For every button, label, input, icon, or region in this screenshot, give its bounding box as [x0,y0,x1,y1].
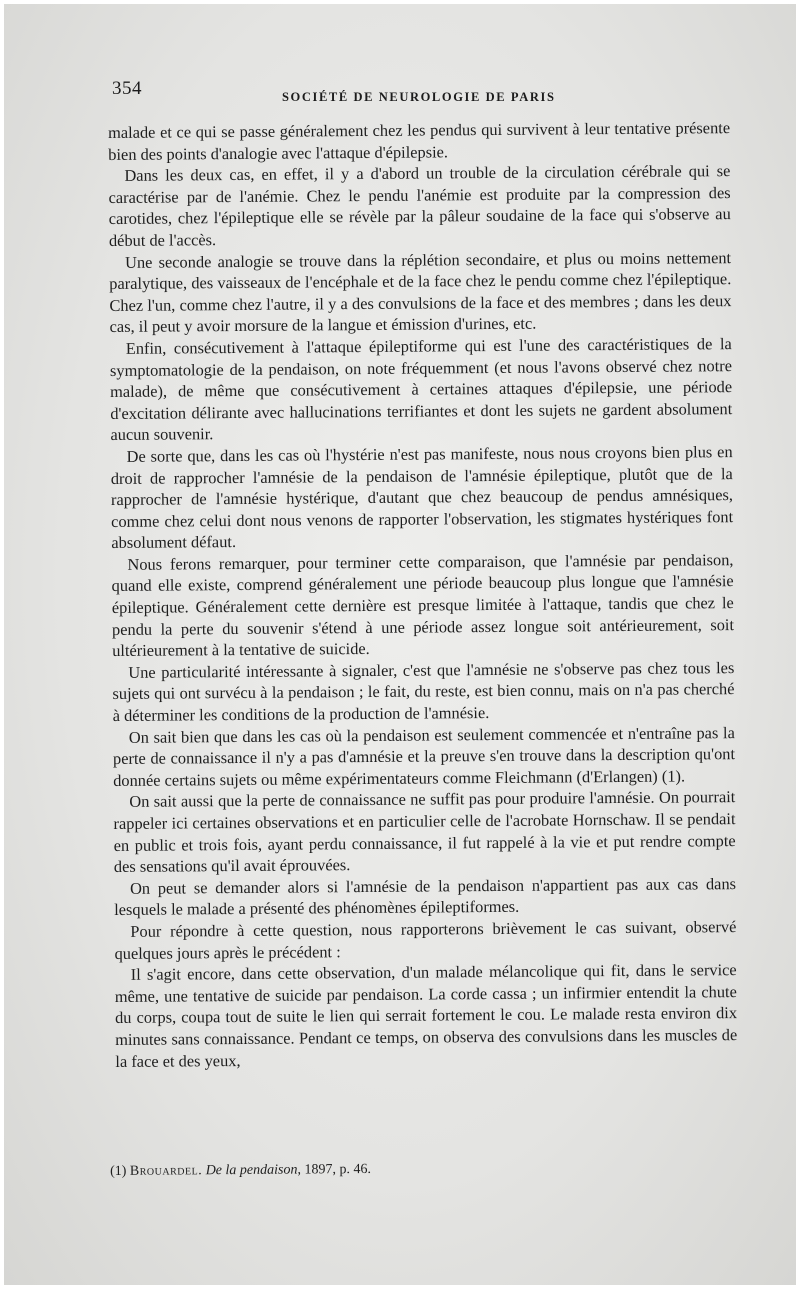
paragraph: Une seconde analogie se trouve dans la réplétion secondaire, et plus ou moins nettement paralytique, des vaisseaux de l'encéphale et de la face chez le pendu comme chez l'épileptique. Chez l'un, comme chez l'autre, il y a des convulsions de la face et des membres ; dans les deux cas, il peut y avoir morsure de la langue et émission d'urines, etc. [109,247,732,337]
paragraph: Nous ferons remarquer, pour terminer cette comparaison, que l'amnésie par pendaison, quand elle existe, comprend généralement une période beaucoup plus longue que l'amnésie épileptique. Généralement cette dernière est presque limitée à l'attaque, tandis que chez le pendu la perte du souvenir s'étend à une période assez longue soit antérieurement, soit ultérieurement à la tentative de suicide. [111,549,735,661]
paragraph: malade et ce qui se passe généralement chez les pendus qui survivent à leur tentative présente bien des points d'analogie avec l'attaque d'épilepsie. [108,118,731,164]
paragraph: Une particularité intéressante à signaler, c'est que l'amnésie ne s'observe pas chez tous les sujets qui ont survécu à la pendaison ; le fait, du reste, est bien connu, mais on n'a pas cherché à déterminer les conditions de la production de l'amnésie. [112,657,735,726]
paragraph: Enfin, consécutivement à l'attaque épileptiforme qui est l'une des caractéristiques de la symptomatologie de la pendaison, on note fréquemment (et nous l'avons observé chez notre malade), de même que consécutivement à certaines attaques d'épilepsie, une période d'excitation délirante avec hallucinations terrifiantes et dont les sujets ne gardent absolument aucun souvenir. [109,334,733,445]
paragraph: On sait aussi que la perte de connaissance ne suffit pas pour produire l'amnésie. On pourrait rappeler ici certaines observations et en particulier celle de l'acrobate Hornschaw. Il se pendait en public et trois fois, ayant perdu connaissance, il fut rappelé à la vie et put rendre compte des sensations qu'il avait éprouvées. [113,787,736,877]
paragraph: De sorte que, dans les cas où l'hystérie n'est pas manifeste, nous nous croyons bien plus en droit de rapprocher l'amnésie de la pendaison de l'amnésie épileptique, plutôt que de la rapprocher de l'amnésie hystérique, d'autant que chez beaucoup de pendus amnésiques, comme chez celui dont nous venons de rapporter l'observation, les stigmates hystériques font absolument défaut. [110,442,734,553]
footnote-author: Brouardel. [129,1163,203,1179]
footnote-work: De la pendaison [205,1162,298,1179]
running-head: SOCIÉTÉ DE NEUROLOGIE DE PARIS [282,90,556,104]
scanned-page [4,4,796,1285]
paragraph: Il s'agit encore, dans cette observation, d'un malade mélancolique qui fit, dans le service même, une tentative de suicide par pendaison. La corde cassa ; un infirmier entendit la chute du corps, coupa tout de suite le lien qui serrait fortement le cou. Le malade resta environ dix minutes sans connaissance. Pendant ce temps, on observa des convulsions dans les muscles de la face et des yeux, [114,960,738,1071]
paragraph: Pour répondre à cette question, nous rapporterons brièvement le cas suivant, observé quelques jours après le précédent : [114,917,737,963]
page-number: 354 [112,78,142,99]
body-text [108,117,737,1072]
page-header [112,78,726,108]
footnote-citation: , 1897, p. 46. [297,1161,371,1178]
paragraph: On sait bien que dans les cas où la pendaison est seulement commencée et n'entraîne pas la perte de connaissance il n'y a pas d'amnésie et la preuve s'en trouve dans la description qu'ont donnée certains sujets ou même expérimentateurs comme Fleichmann (d'Erlangen) (1). [112,722,736,790]
paragraph: On peut se demander alors si l'amnésie de la pendaison n'appartient pas aux cas dans lesquels le malade a présenté des phénomènes épileptiformes. [114,873,737,920]
footnote-marker: (1) [110,1163,127,1179]
footnote [110,1162,371,1180]
paragraph: Dans les deux cas, en effet, il y a d'abord un trouble de la circulation cérébrale qui se caractérise par de l'anémie. Chez le pendu l'anémie est produite par la compression des carotides, chez l'épileptique elle se révèle par la pâleur soudaine de la face qui s'observe au début de l'accès. [108,161,731,250]
